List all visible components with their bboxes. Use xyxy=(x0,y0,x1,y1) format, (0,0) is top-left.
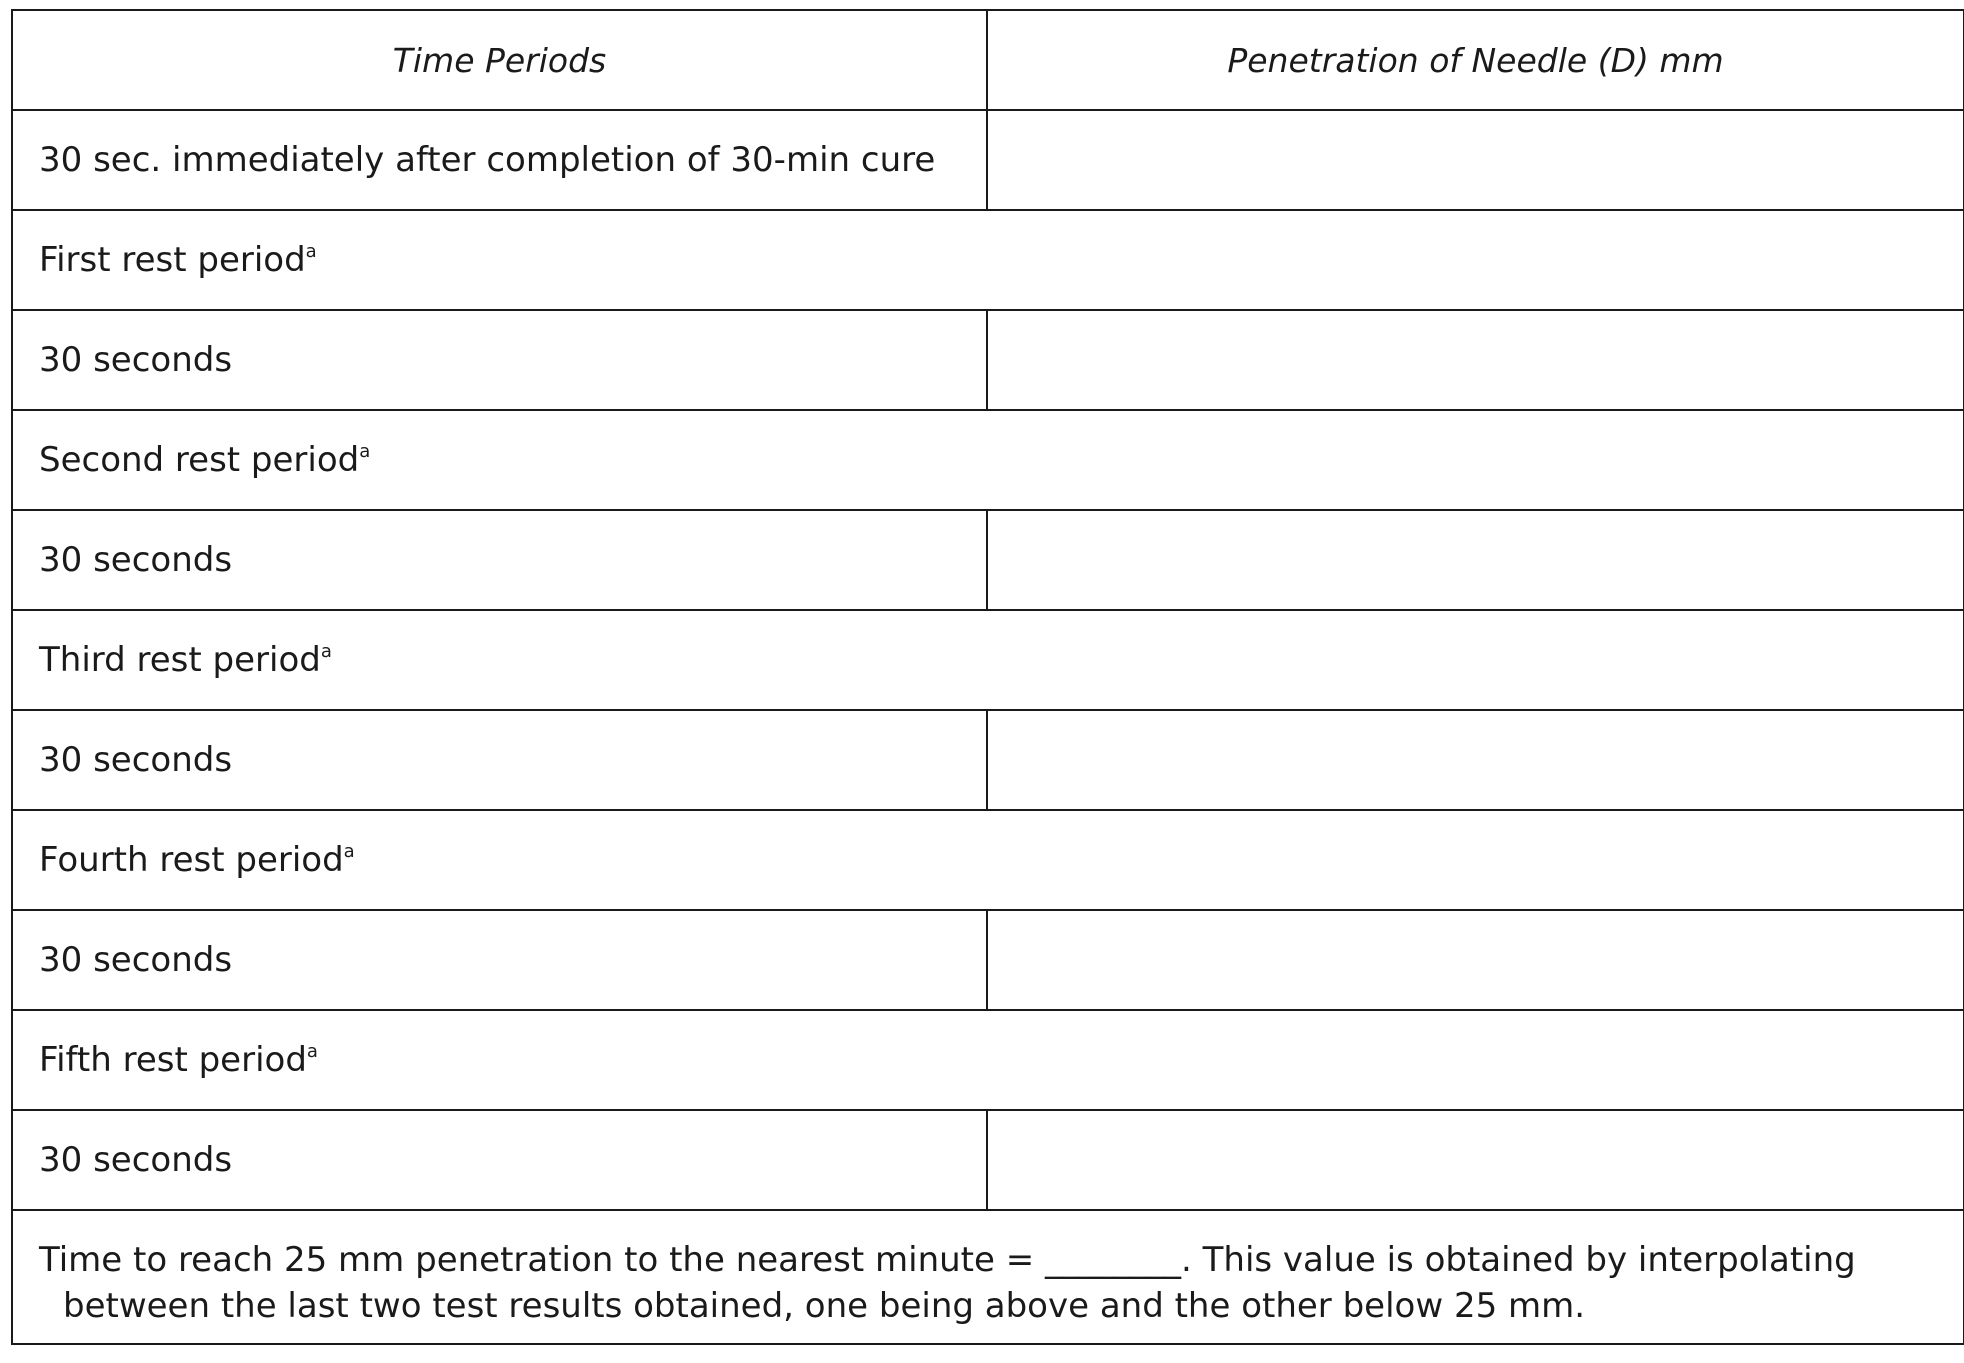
footnote-marker: a xyxy=(305,241,317,262)
header-penetration: Penetration of Needle (D) mm xyxy=(987,10,1964,110)
table-footer-row xyxy=(12,1210,1964,1344)
table-row xyxy=(12,710,1964,810)
table-row xyxy=(12,910,1964,1010)
header-time-periods: Time Periods xyxy=(12,10,987,110)
row-label: 30 seconds xyxy=(12,710,987,810)
penetration-value-cell[interactable] xyxy=(987,510,1964,610)
rest-period-label xyxy=(12,610,1964,710)
rest-period-text: Fifth rest period xyxy=(39,1040,307,1080)
rest-period-text: First rest period xyxy=(39,240,306,280)
table-row xyxy=(12,1110,1964,1210)
rest-period-row xyxy=(12,610,1964,710)
penetration-record-table xyxy=(11,9,1964,1345)
footnote-marker: a xyxy=(320,641,332,662)
rest-period-row xyxy=(12,810,1964,910)
footer-note-cell xyxy=(12,1210,1964,1344)
rest-period-text: Third rest period xyxy=(39,640,321,680)
footnote-marker: a xyxy=(359,441,371,462)
footnote-marker: a xyxy=(343,841,355,862)
table-row xyxy=(12,310,1964,410)
footnote-marker: a xyxy=(306,1041,318,1062)
footer-note: Time to reach 25 mm penetration to the nearest minute = ________. This value is obtained by interpolating between the last two test results obtained, one being above and the other below 25 mm. xyxy=(39,1240,1856,1326)
rest-period-label xyxy=(12,1010,1964,1110)
rest-period-text: Fourth rest period xyxy=(39,840,344,880)
table-row xyxy=(12,110,1964,210)
penetration-value-cell[interactable] xyxy=(987,910,1964,1010)
row-label: 30 seconds xyxy=(12,910,987,1010)
rest-period-label xyxy=(12,410,1964,510)
row-label: 30 seconds xyxy=(12,510,987,610)
rest-period-label xyxy=(12,810,1964,910)
table-row xyxy=(12,510,1964,610)
rest-period-row xyxy=(12,410,1964,510)
penetration-value-cell[interactable] xyxy=(987,1110,1964,1210)
rest-period-text: Second rest period xyxy=(39,440,360,480)
table-header-row xyxy=(12,10,1964,110)
rest-period-row xyxy=(12,210,1964,310)
rest-period-label xyxy=(12,210,1964,310)
penetration-value-cell[interactable] xyxy=(987,110,1964,210)
penetration-value-cell[interactable] xyxy=(987,310,1964,410)
row-label: 30 sec. immediately after completion of 30-min cure xyxy=(12,110,987,210)
rest-period-row xyxy=(12,1010,1964,1110)
penetration-value-cell[interactable] xyxy=(987,710,1964,810)
row-label: 30 seconds xyxy=(12,1110,987,1210)
row-label: 30 seconds xyxy=(12,310,987,410)
